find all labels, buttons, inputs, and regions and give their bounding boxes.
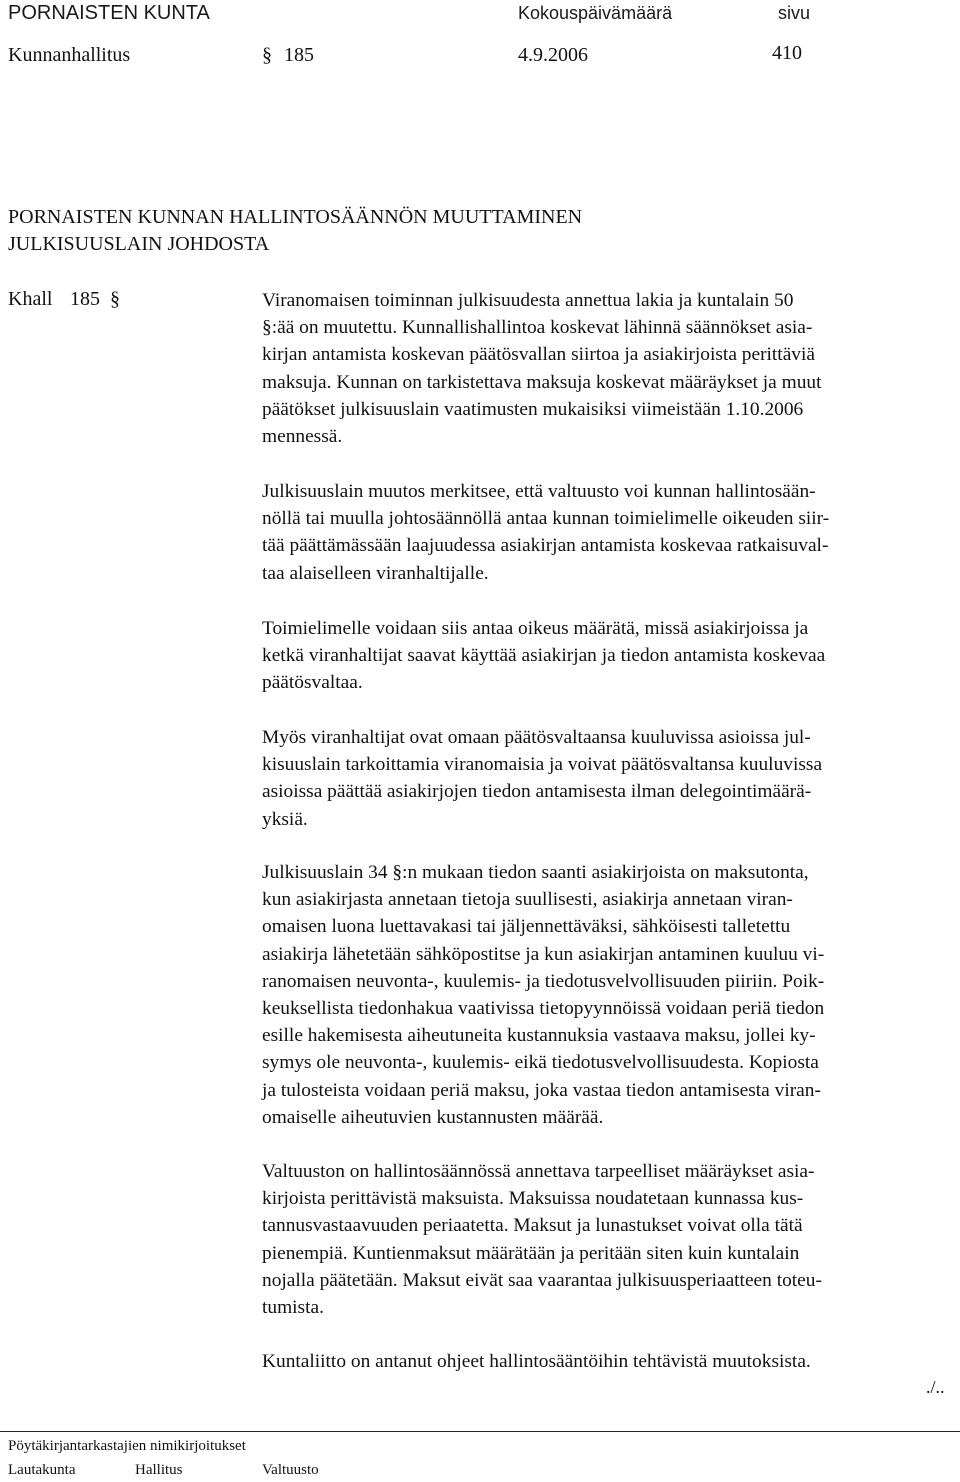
case-label: Khall	[8, 288, 53, 310]
text-line: päätökset julkisuuslain vaatimusten mukaisiksi viimeistään 1.10.2006	[262, 398, 804, 420]
text-line: symys ole neuvonta-, kuulemis- eikä tiedotusvelvollisuudesta. Kopiosta	[262, 1052, 819, 1074]
title-line-1: PORNAISTEN KUNNAN HALLINTOSÄÄNNÖN MUUTTAMINEN	[8, 206, 583, 228]
paragraph-7	[262, 1348, 944, 1375]
text-line: Julkisuuslain muutos merkitsee, että valtuusto voi kunnan hallintosään-	[262, 481, 816, 502]
text-line: taa alaiselleen viranhaltijalle.	[262, 562, 489, 584]
case-section-symbol: §	[110, 288, 120, 310]
signature-valtuusto: Valtuusto	[262, 1462, 319, 1478]
paragraph-6	[262, 1158, 944, 1321]
text-line: kirjoista perittävistä maksuista. Maksuissa noudatetaan kunnassa kus-	[262, 1188, 804, 1210]
text-line: pienempiä. Kuntienmaksut määrätään ja peritään siten kuin kuntalain	[262, 1242, 800, 1264]
text-line: ketkä viranhaltijat saavat käyttää asiakirjan ja tiedon antamista koskevaa	[262, 645, 826, 667]
body-name: Kunnanhallitus	[8, 44, 131, 66]
case-number: 185	[70, 288, 100, 310]
continuation-mark: ./..	[926, 1377, 945, 1397]
text-line: asioissa päättää asiakirjojen tiedon antamisesta ilman delegointimäärä-	[262, 781, 812, 803]
text-line: omaisen luona luettavakasi tai jäljennettäväksi, sähköisesti talletettu	[262, 916, 791, 938]
text-line: Viranomaisen toiminnan julkisuudesta annettua lakia ja kuntalain 50	[262, 290, 794, 311]
text-line: esille hakemisesta aiheutuneita kustannuksia vastaava maksu, jollei ky-	[262, 1025, 816, 1047]
page-label: sivu	[778, 3, 811, 23]
signature-hallitus: Hallitus	[135, 1462, 183, 1478]
paragraph-1	[262, 287, 944, 450]
text-line: mennessä.	[262, 425, 343, 447]
text-line: asiakirja lähetetään sähköpostitse ja kun asiakirjan antaminen kuuluu vi-	[262, 943, 825, 965]
meeting-date-label: Kokouspäivämäärä	[518, 3, 673, 23]
text-line: tää päättämässään laajuudessa asiakirjan antamista koskevaa ratkaisuval-	[262, 535, 829, 557]
section-number: 185	[284, 44, 314, 66]
organization-name: PORNAISTEN KUNTA	[8, 2, 210, 24]
text-line: tannusvastaavuuden periaatetta. Maksut ja lunastukset voivat olla tätä	[262, 1215, 803, 1237]
text-line: ranomaisen neuvonta-, kuulemis- ja tiedotusvelvollisuuden piiriin. Poik-	[262, 970, 825, 992]
text-line: Kuntaliitto on antanut ohjeet hallintosääntöihin tehtävistä muutoksista.	[262, 1351, 811, 1372]
text-line: omaiselle aiheutuvien kustannusten määrää.	[262, 1106, 604, 1128]
paragraph-3	[262, 615, 944, 697]
text-line: Toimielimelle voidaan siis antaa oikeus määrätä, missä asiakirjoissa ja	[262, 618, 809, 639]
paragraph-5	[262, 859, 944, 1131]
text-line: yksiä.	[262, 808, 308, 830]
footer-divider	[0, 1431, 960, 1432]
text-line: tumista.	[262, 1296, 324, 1318]
meeting-date: 4.9.2006	[518, 44, 588, 66]
text-line: kisuuslain tarkoittamia viranomaisia ja voivat päätösvaltansa kuuluvissa	[262, 754, 823, 776]
section-symbol: §	[262, 44, 272, 66]
text-line: kirjan antamista koskevan päätösvallan siirtoa ja asiakirjoista perittäviä	[262, 344, 815, 366]
page-number: 410	[772, 42, 802, 64]
title-line-2: JULKISUUSLAIN JOHDOSTA	[8, 233, 270, 255]
text-line: ja tulosteista voidaan periä maksu, joka vastaa tiedon antamisesta viran-	[262, 1079, 821, 1101]
text-line: Valtuuston on hallintosäännössä annettava tarpeelliset määräykset asia-	[262, 1161, 815, 1182]
signature-lautakunta: Lautakunta	[8, 1462, 76, 1478]
text-line: nöllä tai muulla johtosäännöllä antaa kunnan toimielimelle oikeuden siir-	[262, 508, 830, 530]
paragraph-2	[262, 478, 944, 587]
text-line: keuksellista tiedonhakua vaativissa tietopyynnöissä voidaan periä tiedon	[262, 997, 825, 1019]
text-line: nojalla päätetään. Maksut eivät saa vaarantaa julkisuusperiaatteen toteu-	[262, 1269, 822, 1291]
text-line: Julkisuuslain 34 §:n mukaan tiedon saanti asiakirjoista on maksutonta,	[262, 862, 809, 883]
text-line: maksuja. Kunnan on tarkistettava maksuja koskevat määräykset ja muut	[262, 371, 822, 393]
text-line: päätösvaltaa.	[262, 672, 363, 694]
paragraph-4	[262, 724, 944, 833]
text-line: Myös viranhaltijat ovat omaan päätösvaltaansa kuuluvissa asioissa jul-	[262, 727, 811, 748]
text-line: §:ää on muutettu. Kunnallishallintoa koskevat lähinnä säännökset asia-	[262, 317, 813, 339]
signatures-label: Pöytäkirjantarkastajien nimikirjoitukset	[8, 1438, 246, 1454]
text-line: kun asiakirjasta annetaan tietoja suullisesti, asiakirja annetaan viran-	[262, 889, 793, 911]
